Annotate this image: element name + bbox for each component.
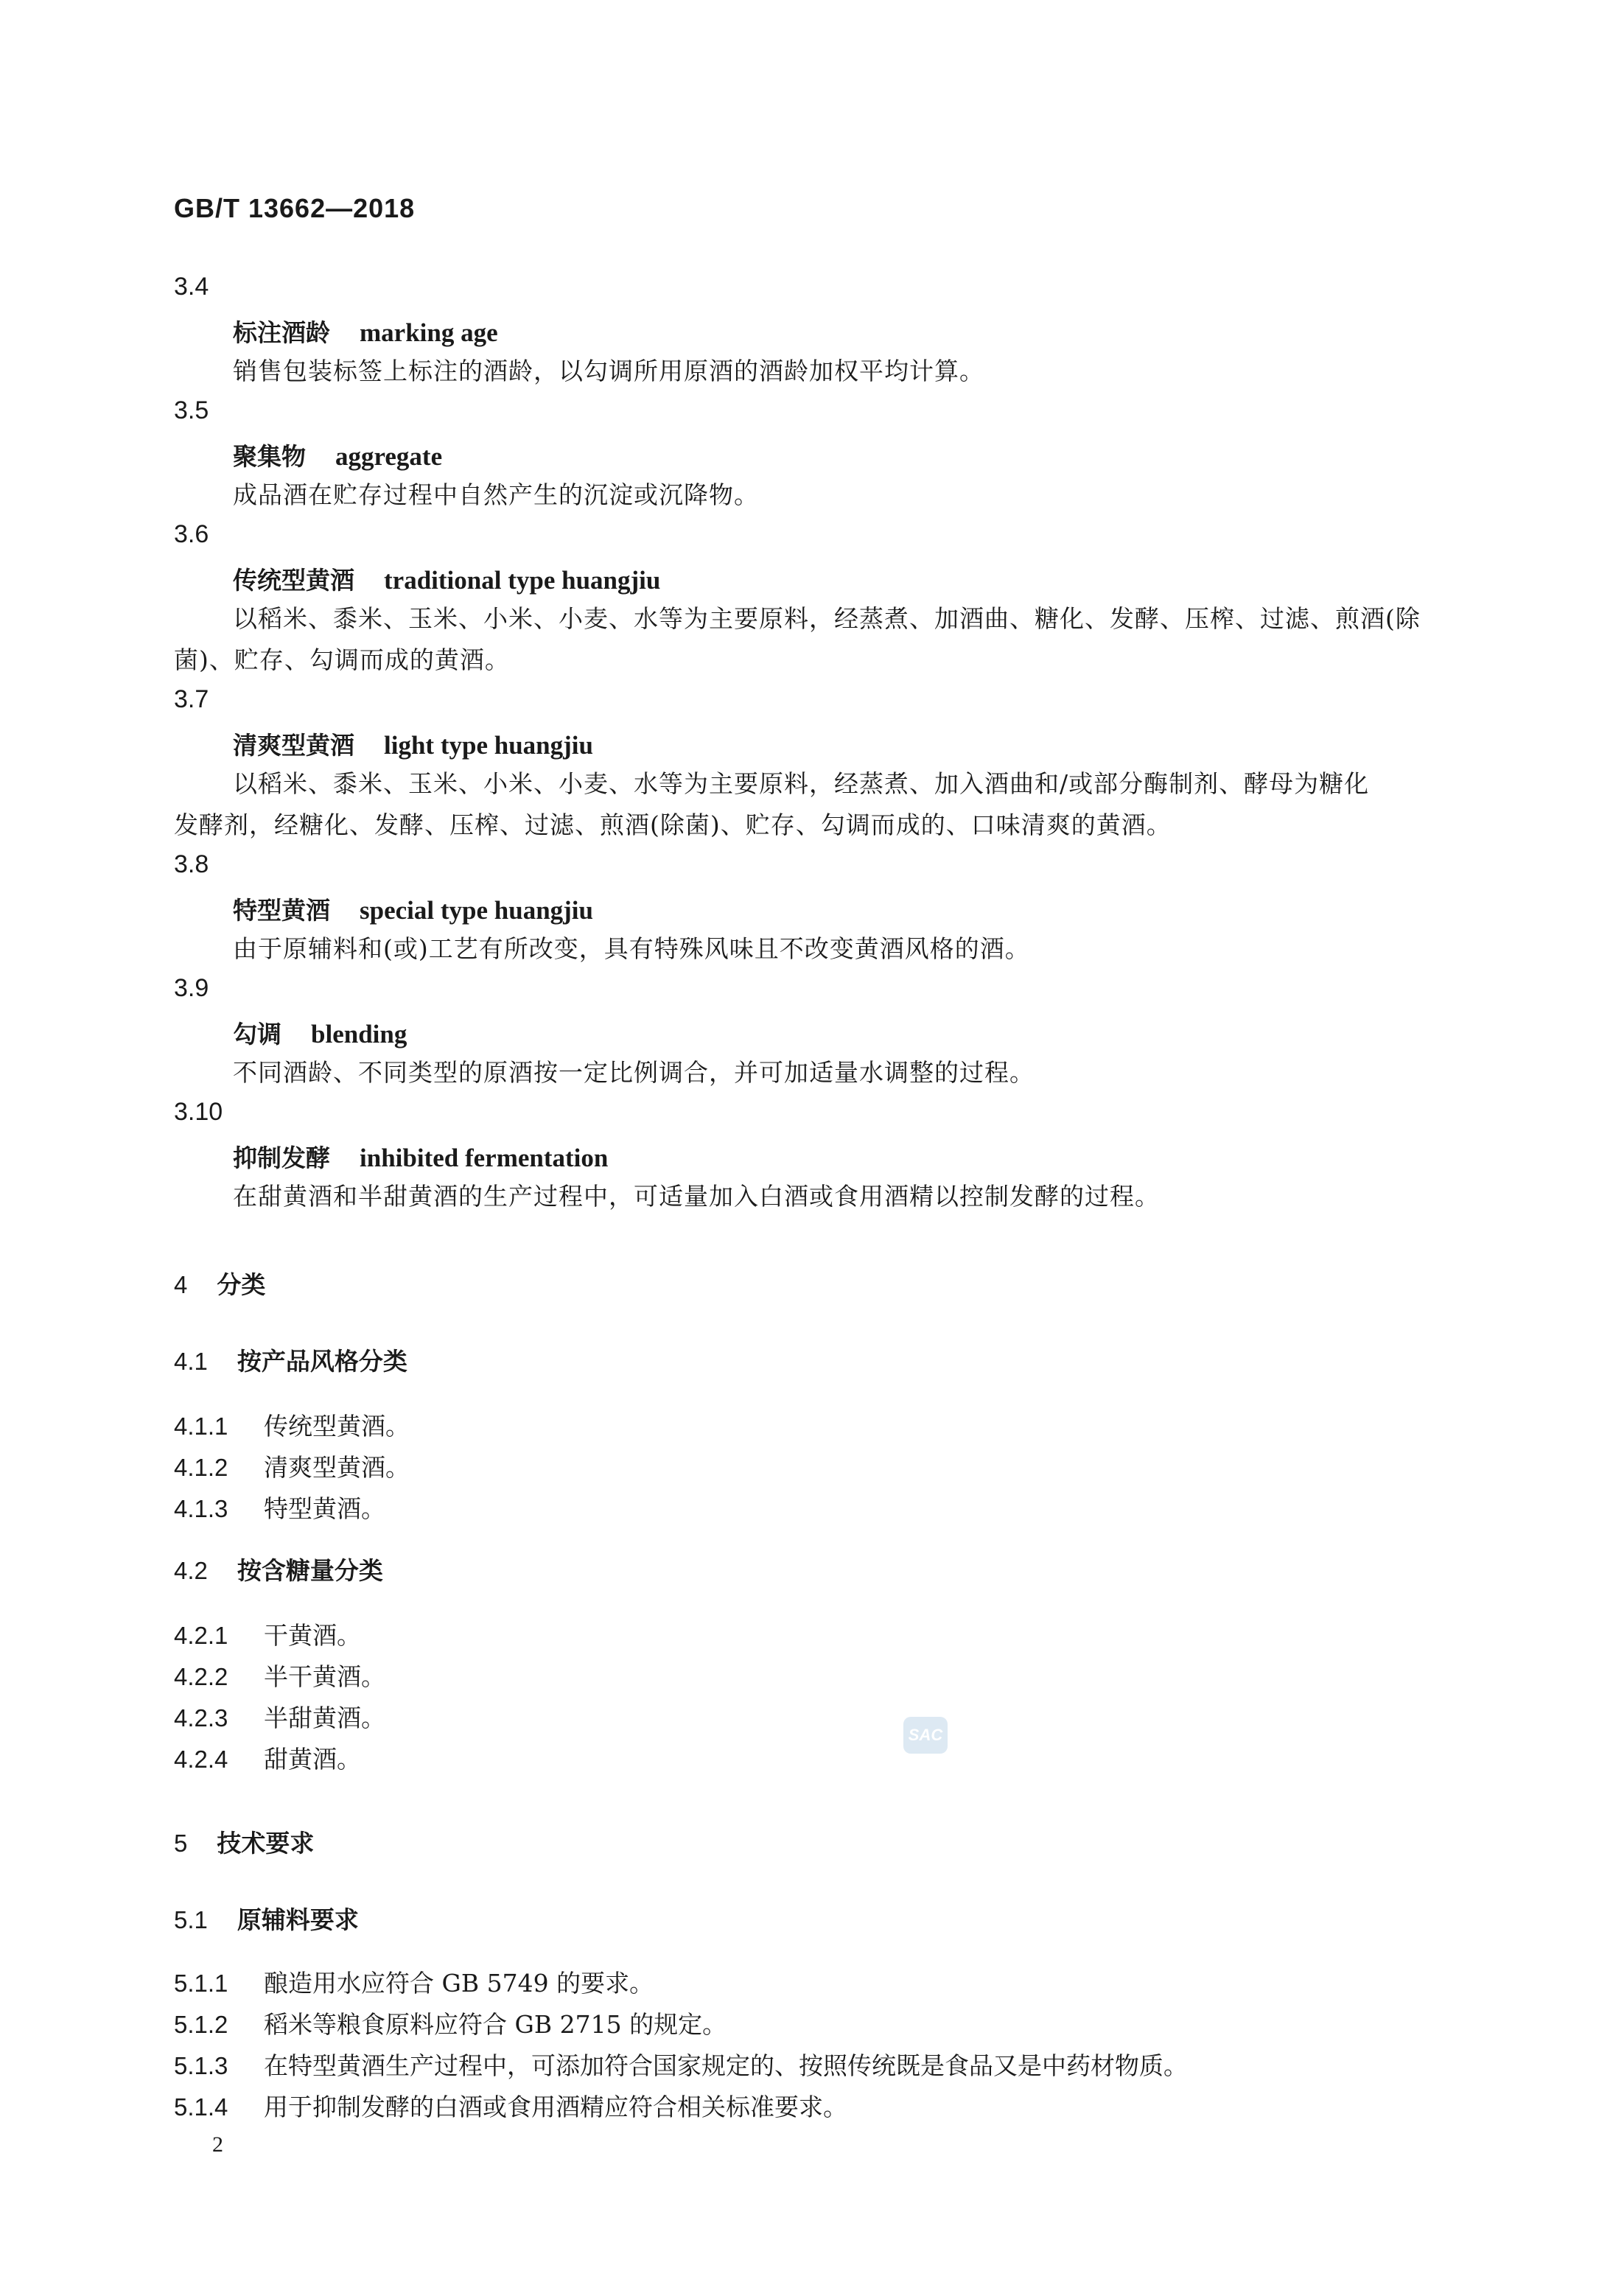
term-en: traditional type huangjiu [384,566,661,595]
section-heading-4-2 [174,1552,383,1586]
item-text: 在特型黄酒生产过程中，可添加符合国家规定的、按照传统既是食品又是中药材物质。 [264,2051,1188,2080]
item-number: 5.1.2 [174,2011,228,2038]
term-number: 3.4 [174,273,209,301]
item-number: 4.2.4 [174,1746,228,1773]
term-definition: 以稻米、黍米、玉米、小米、小麦、水等为主要原料，经蒸煮、加酒曲、糖化、发酵、压榨、过滤、煎酒(除 [233,604,1421,633]
item-number: 5.1.1 [174,1970,228,1997]
section-number: 5 [174,1830,188,1857]
item-text: 清爽型黄酒。 [264,1453,410,1482]
term-definition-cont: 发酵剂，经糖化、发酵、压榨、过滤、煎酒(除菌)、贮存、勾调而成的、口味清爽的黄酒。 [174,811,1172,839]
section-number: 4.2 [174,1557,208,1584]
item-text: 半甜黄酒。 [264,1704,385,1732]
term-number: 3.7 [174,685,209,713]
item-number: 4.2.1 [174,1622,228,1649]
term-cn: 标注酒龄 [233,318,330,347]
term-definition: 以稻米、黍米、玉米、小米、小麦、水等为主要原料，经蒸煮、加入酒曲和/或部分酶制剂、酵母为糖化 [233,769,1370,798]
term-cn: 聚集物 [233,442,306,471]
list-item [174,1699,385,1734]
term-definition-cont: 菌)、贮存、勾调而成的黄酒。 [174,645,510,674]
list-item [174,2088,847,2123]
section-heading-5-1 [174,1901,359,1936]
term-title [233,314,498,349]
item-text: 用于抑制发酵的白酒或食用酒精应符合相关标准要求。 [264,2093,847,2121]
item-text: 酿造用水应符合 GB 5749 的要求。 [264,1969,654,1998]
term-en: special type huangjiu [360,896,593,925]
item-number: 4.2.2 [174,1663,228,1690]
term-number: 3.5 [174,396,209,424]
term-title [233,1015,407,1050]
page-number: 2 [212,2132,223,2157]
list-item [174,1964,654,1999]
list-item [174,1449,410,1483]
term-title [233,438,442,472]
section-title: 分类 [217,1270,266,1299]
section-number: 4 [174,1271,188,1298]
list-item [174,1617,361,1651]
term-en: light type huangjiu [384,731,593,760]
section-heading-4-1 [174,1342,407,1377]
term-en: blending [311,1020,407,1049]
term-definition: 由于原辅料和(或)工艺有所改变，具有特殊风味且不改变黄酒风格的酒。 [233,934,1030,963]
standard-code-header: GB/T 13662—2018 [174,193,416,223]
section-title: 按产品风格分类 [237,1347,407,1376]
term-title [233,1139,608,1174]
term-definition: 成品酒在贮存过程中自然产生的沉淀或沉降物。 [233,480,759,509]
term-number: 3.10 [174,1098,223,1126]
term-title [233,892,593,926]
section-heading-4 [174,1266,265,1300]
item-number: 4.2.3 [174,1704,228,1732]
term-number: 3.9 [174,974,209,1002]
section-number: 5.1 [174,1906,208,1933]
item-number: 5.1.4 [174,2093,228,2121]
section-number: 4.1 [174,1348,208,1375]
item-text: 半干黄酒。 [264,1662,385,1691]
sac-watermark-logo: SAC [903,1717,948,1754]
list-item [174,2047,1188,2082]
term-definition: 不同酒龄、不同类型的原酒按一定比例调合，并可加适量水调整的过程。 [233,1058,1035,1087]
term-number: 3.6 [174,520,209,548]
list-item [174,1740,361,1775]
list-item [174,1407,410,1442]
section-title: 技术要求 [217,1829,315,1858]
term-en: inhibited fermentation [360,1144,609,1172]
term-definition: 销售包装标签上标注的酒龄，以勾调所用原酒的酒龄加权平均计算。 [233,357,984,385]
item-text: 特型黄酒。 [264,1494,385,1523]
list-item [174,1658,385,1692]
list-item [174,2006,727,2040]
section-heading-5 [174,1824,314,1859]
item-number: 5.1.3 [174,2052,228,2079]
list-item [174,1490,385,1524]
term-en: aggregate [335,442,443,471]
term-cn: 抑制发酵 [233,1144,330,1172]
item-text: 干黄酒。 [264,1621,361,1650]
item-text: 甜黄酒。 [264,1745,361,1774]
term-cn: 勾调 [233,1020,281,1049]
section-title: 按含糖量分类 [237,1556,383,1585]
term-definition: 在甜黄酒和半甜黄酒的生产过程中，可适量加入白酒或食用酒精以控制发酵的过程。 [233,1182,1160,1211]
term-en: marking age [360,318,498,347]
section-title: 原辅料要求 [237,1905,359,1934]
term-title [233,561,660,596]
term-title [233,727,593,761]
item-number: 4.1.1 [174,1412,228,1440]
item-text: 稻米等粮食原料应符合 GB 2715 的规定。 [264,2010,727,2039]
item-text: 传统型黄酒。 [264,1412,410,1440]
term-cn: 传统型黄酒 [233,566,354,595]
term-cn: 清爽型黄酒 [233,731,354,760]
item-number: 4.1.3 [174,1495,228,1522]
item-number: 4.1.2 [174,1454,228,1481]
term-number: 3.8 [174,850,209,878]
term-cn: 特型黄酒 [233,896,330,925]
